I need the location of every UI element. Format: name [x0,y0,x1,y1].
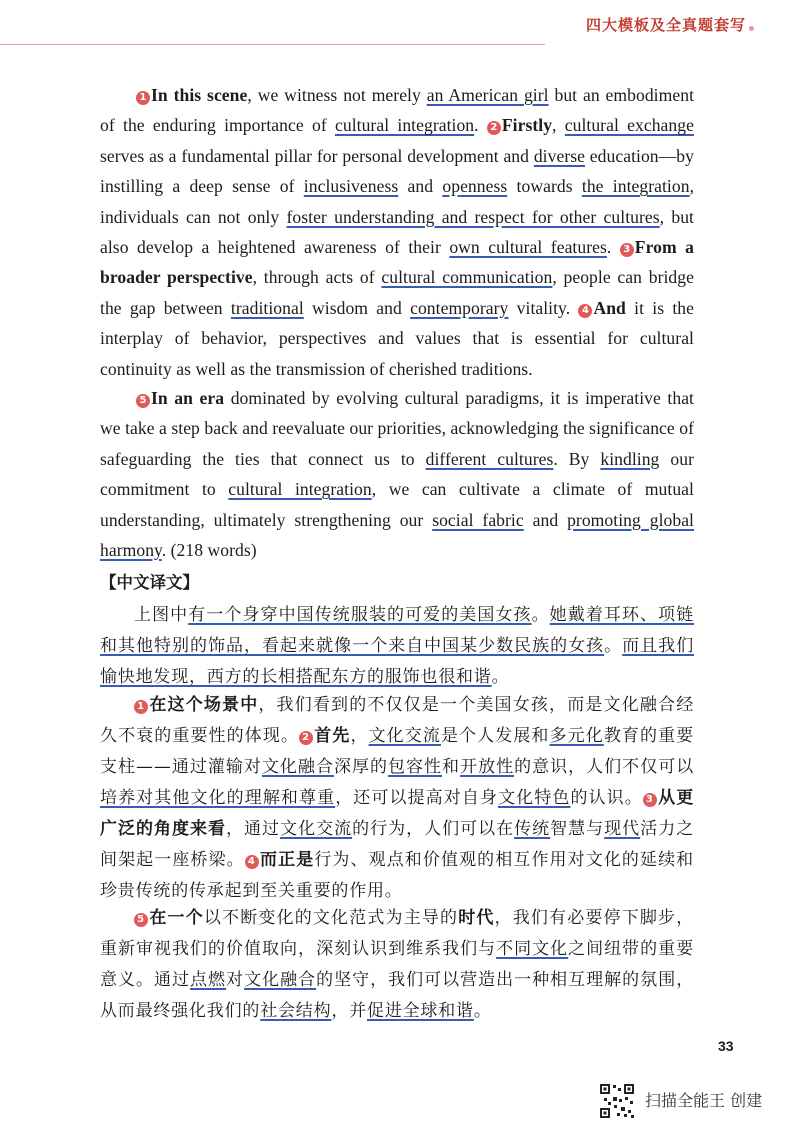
scanner-watermark: 扫描全能王 创建 [645,1091,763,1110]
text-run: ，我们有必要停下脚步，重新审视我们的价值取向，深刻认识到维系我们与 [100,908,695,959]
signpost: 在这个场景中 [149,695,259,715]
text-run: 的坚守，我们可以营造出一种相互理解的氛围，从而最终强化我们的 [100,970,694,1021]
text-run: 和 [442,757,461,777]
english-paragraph-1 [100,80,694,384]
key-phrase: 文化融合 [261,757,334,777]
english-paragraph-2 [100,383,694,565]
text-run: and [523,509,568,530]
page-number: 33 [718,1038,734,1054]
text-run: towards [507,176,582,197]
text-run: 对 [226,970,245,990]
text-run: ，通过 [226,819,281,839]
text-run: 的行为，人们可以在 [352,819,515,839]
text-run: wisdom and [303,297,411,318]
text-run: . By [553,448,601,469]
text-run: it is the interplay of behavior, perspectives and values that is essential for cultural continuity as well as the transmission of cherished traditions. [100,297,694,379]
text-run: 教育的重要支柱——通过灌输对 [100,726,694,777]
signpost: In an era [151,388,225,408]
key-phrase: 培养对其他文化的理解和尊重 [100,788,336,808]
marker-3-icon: 3 [643,793,657,807]
text-run: , [552,115,565,136]
text-run: 。 [491,667,510,687]
key-phrase: 传统 [514,819,551,839]
signpost: 时代 [458,908,495,928]
key-phrase: cultural integration [228,479,372,500]
marker-2-icon: 2 [299,731,313,745]
marker-5-icon: 5 [134,913,148,927]
key-phrase: social fabric [432,509,524,530]
chinese-paragraph-3 [100,903,694,1027]
text-run: ，还可以提高对自身 [335,788,499,808]
key-phrase: diverse [533,145,585,166]
text-run: education—by instilling a deep sense of [100,145,694,197]
text-run: . (218 words) [161,540,257,561]
signpost: 在一个 [149,908,204,928]
signpost: In this scene [151,85,248,105]
header-rule [0,44,545,45]
key-phrase: 点燃 [190,970,227,990]
key-phrase: kindling [600,448,660,469]
text-run: dominated by evolving cultural paradigms, it is imperative that we take a step back and reevaluate our priorities, acknowledging the significance of safeguarding the ties that connect us to [100,388,694,469]
key-phrase: 而且我们愉快地发现，西方的长相搭配东方的服饰也很和谐 [100,636,694,687]
marker-3-icon: 3 [620,243,634,257]
marker-1-icon: 1 [136,91,150,105]
key-phrase: 文化融合 [244,970,317,990]
header-section-tag: 四大模板及全真题套写 [585,16,746,34]
key-phrase: 文化特色 [498,788,571,808]
key-phrase: 她戴着耳环、项链和其他特别的饰品，看起来就像一个来自中国某少数民族的女孩 [100,605,694,656]
text-run: 。 [604,636,623,656]
marker-4-icon: 4 [578,304,592,318]
key-phrase: 有一个身穿中国传统服装的可爱的美国女孩 [188,605,532,625]
text-run: , people can bridge the gap between [100,267,694,318]
key-phrase: traditional [230,297,304,318]
text-run: 。 [531,605,550,625]
marker-2-icon: 2 [487,121,501,135]
key-phrase: 社会结构 [260,1001,332,1021]
key-phrase: foster understanding and respect for other cultures [286,206,660,227]
text-run: ， [350,726,369,746]
translation-heading: 【中文译文】 [100,573,199,592]
header-dot [749,26,754,31]
key-phrase: 开放性 [460,757,515,777]
text-run: , individuals can not only [100,176,695,227]
text-run: but an embodiment of the enduring importance of [100,85,695,136]
key-phrase: an American girl [426,85,549,105]
signpost: 从更广泛的角度来看 [100,788,694,839]
text-run: 的意识，人们不仅可以 [514,757,695,777]
key-phrase: 文化交流 [280,819,353,839]
key-phrase: cultural exchange [564,115,694,136]
signpost: Firstly [501,115,553,136]
chinese-paragraph-1 [100,600,694,693]
text-run: 以不断变化的文化范式为主导的 [203,908,459,928]
text-run: , through acts of [252,267,382,288]
key-phrase: 不同文化 [496,939,569,959]
qr-code-icon [599,1083,635,1119]
key-phrase: promoting global harmony [100,509,694,561]
text-run: , but also develop a heightened awareness of their [100,206,694,258]
key-phrase: 多元化 [549,726,604,746]
text-run: 的认识。 [570,788,643,808]
signpost: And [593,297,626,318]
text-run: 深厚的 [333,757,388,777]
key-phrase: cultural integration [335,115,475,136]
text-run: 上图中 [134,605,189,625]
marker-1-icon: 1 [134,700,148,714]
signpost: 首先 [314,726,351,746]
chinese-paragraph-2 [100,690,694,907]
key-phrase: own cultural features [449,237,607,258]
text-run: , we witness not merely [247,85,427,105]
text-run: our commitment to [100,448,694,500]
text-run: 活力之间架起一座桥梁。 [100,819,694,870]
text-run: vitality. [508,297,579,318]
key-phrase: cultural communication [381,267,553,288]
marker-5-icon: 5 [136,394,150,408]
text-run: , we can cultivate a climate of mutual understanding, ultimately strengthening our [100,479,694,530]
key-phrase: inclusiveness [303,176,399,197]
key-phrase: 文化交流 [368,726,441,746]
key-phrase: different cultures [425,448,554,469]
signpost: 而正是 [259,850,315,870]
text-run: serves as a fundamental pillar for personal development and [100,145,534,166]
key-phrase: 现代 [604,819,641,839]
text-run: . [474,115,487,136]
text-run: and [398,176,443,197]
signpost: From a broader perspective [100,237,694,288]
key-phrase: contemporary [410,297,509,318]
key-phrase: 包容性 [388,757,443,777]
text-run: 行为、观点和价值观的相互作用对文化的延续和珍贵传统的传承起到至关重要的作用。 [100,850,694,901]
text-run: ，并 [331,1001,368,1021]
marker-4-icon: 4 [245,855,259,869]
key-phrase: 促进全球和谐 [367,1001,474,1021]
key-phrase: the integration [581,176,690,197]
text-run: . [606,237,620,258]
key-phrase: openness [442,176,508,197]
text-run: 之间纽带的重要意义。通过 [100,939,694,990]
text-run: 是个人发展和 [440,726,550,746]
text-run: 。 [473,1001,492,1021]
text-run: ，我们看到的不仅仅是一个美国女孩，而是文化融合经久不衰的重要性的体现。 [100,695,694,746]
text-run: 智慧与 [550,819,605,839]
